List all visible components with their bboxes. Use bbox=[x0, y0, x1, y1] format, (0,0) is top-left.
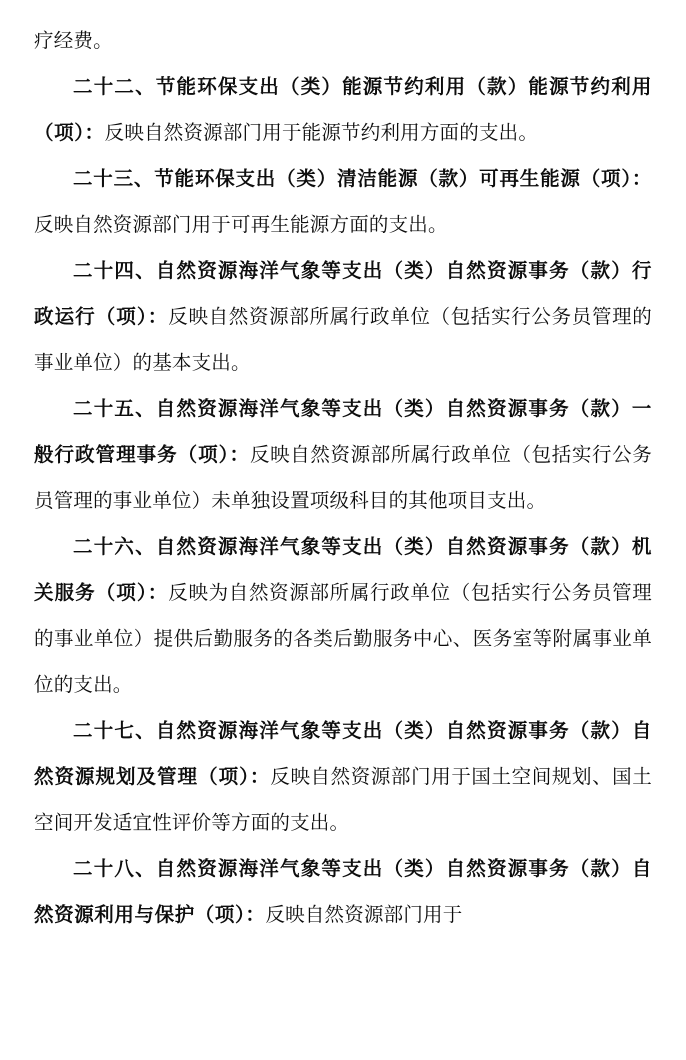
paragraph-rest: 反映自然资源部所属行政单位（包括实行公务员管理的事业单位）未单独设置项级科目的其他项目支出。 bbox=[34, 443, 652, 512]
paragraph-item-27 bbox=[34, 708, 652, 846]
paragraph-item-28 bbox=[34, 846, 652, 938]
paragraph-item-23 bbox=[34, 156, 652, 248]
paragraph-lead: 二十七、自然资源海洋气象等支出（类）自然资源事务（款）自然资源规划及管理（项）： bbox=[34, 719, 652, 788]
paragraph-text: 疗经费。 bbox=[34, 29, 113, 52]
paragraph-rest: 反映自然资源部门用于可再生能源方面的支出。 bbox=[34, 213, 448, 236]
paragraph-rest: 反映自然资源部门用于能源节约利用方面的支出。 bbox=[104, 121, 539, 144]
paragraph-item-26 bbox=[34, 524, 652, 708]
paragraph-lead: 二十四、自然资源海洋气象等支出（类）自然资源事务（款）行政运行（项）： bbox=[34, 259, 652, 328]
paragraph-continuation bbox=[34, 18, 652, 64]
paragraph-rest: 反映自然资源部所属行政单位（包括实行公务员管理的事业单位）的基本支出。 bbox=[34, 305, 652, 374]
paragraph-rest: 反映自然资源部门用于 bbox=[265, 903, 463, 926]
paragraph-rest: 反映为自然资源部所属行政单位（包括实行公务员管理的事业单位）提供后勤服务的各类后勤服务中心、医务室等附属事业单位的支出。 bbox=[34, 581, 652, 696]
paragraph-lead: 二十六、自然资源海洋气象等支出（类）自然资源事务（款）机关服务（项）： bbox=[34, 535, 652, 604]
paragraph-lead: 二十五、自然资源海洋气象等支出（类）自然资源事务（款）一般行政管理事务（项）： bbox=[34, 397, 652, 466]
paragraph-item-24 bbox=[34, 248, 652, 386]
paragraph-rest: 反映自然资源部门用于国土空间规划、国土空间开发适宜性评价等方面的支出。 bbox=[34, 765, 652, 834]
paragraph-lead: 二十二、节能环保支出（类）能源节约利用（款）能源节约利用（项）： bbox=[34, 75, 652, 144]
document-body bbox=[34, 18, 652, 938]
paragraph-lead: 二十三、节能环保支出（类）清洁能源（款）可再生能源（项）： bbox=[73, 167, 652, 190]
paragraph-item-22 bbox=[34, 64, 652, 156]
paragraph-lead: 二十八、自然资源海洋气象等支出（类）自然资源事务（款）自然资源利用与保护（项）： bbox=[34, 857, 652, 926]
paragraph-item-25 bbox=[34, 386, 652, 524]
